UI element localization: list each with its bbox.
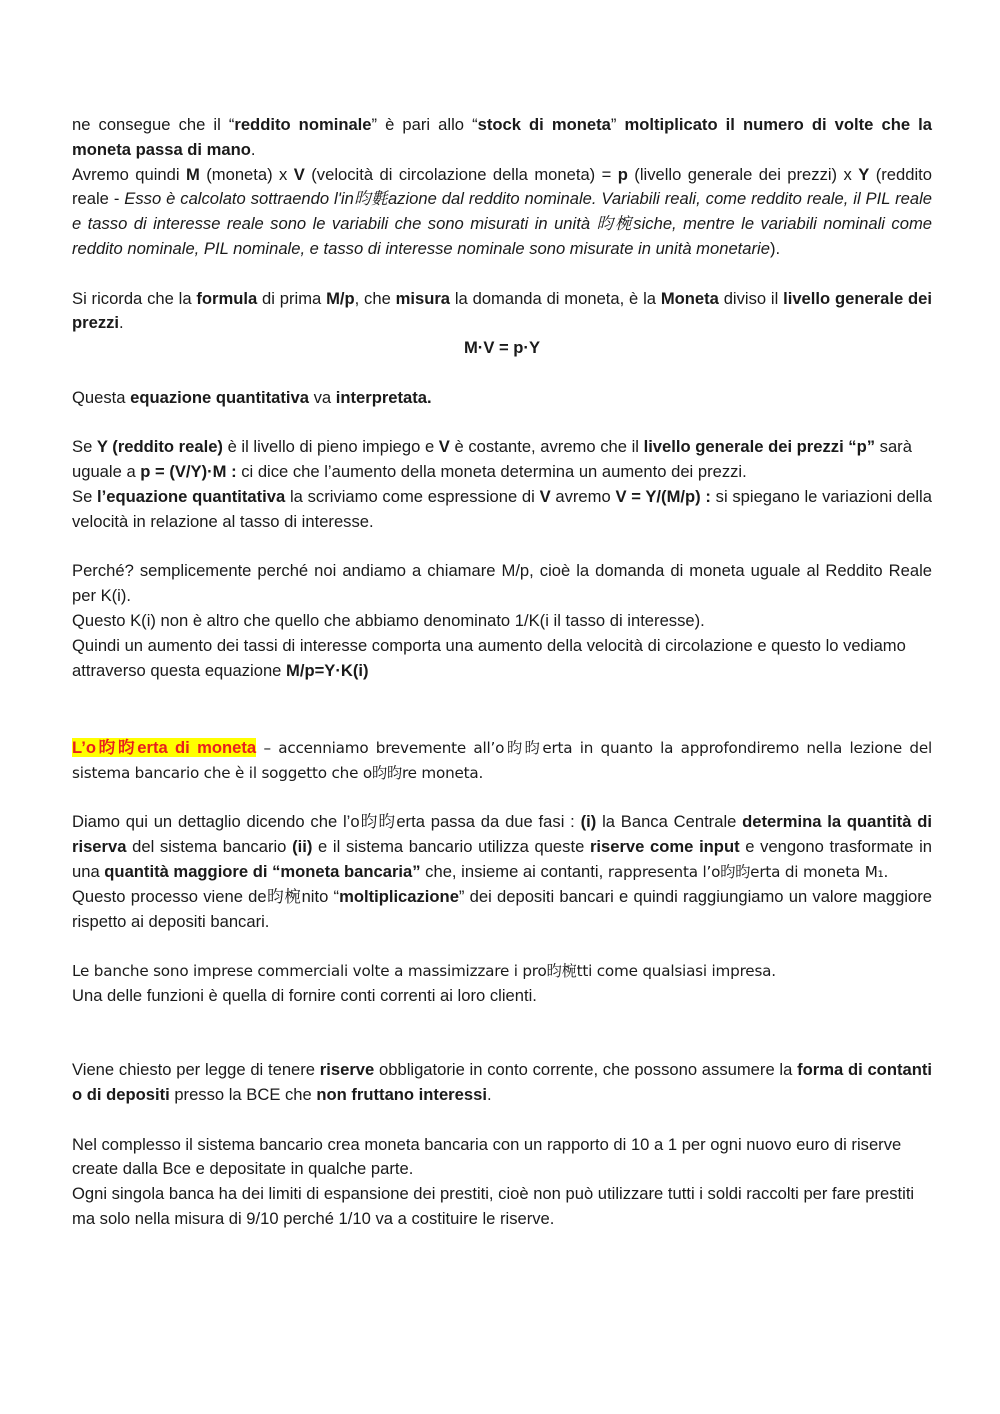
text: .: [486, 1085, 492, 1105]
paragraph-ratio: Nel complesso il sistema bancario crea moneta bancaria con un rapporto di 10 a 1 per ogni nuovo euro di riserve create dalla Bce e depositate in qualche parte.: [72, 1134, 902, 1179]
document-page: [72, 113, 932, 1232]
bold-text: quantità maggiore di “moneta bancaria”: [104, 861, 421, 881]
text: ” dei depositi bancari e quindi raggiungiamo un valore maggiore rispetto ai depositi bancari.: [72, 886, 932, 931]
spacer: [72, 1009, 932, 1059]
bold-text: livello generale dei prezzi: [72, 288, 932, 333]
spacer: [72, 535, 932, 560]
bold-text: M/p: [326, 288, 355, 308]
bold-text: M/p=Y·K(i): [286, 660, 369, 680]
text: sarà uguale a: [72, 437, 912, 482]
paragraph-lending-limits: Ogni singola banca ha dei limiti di espansione dei prestiti, cioè non può utilizzare tutti i soldi raccolti per fare prestiti ma solo nella misura di 9/10 perché 1/10 va a costituire le riserve.: [72, 1184, 915, 1229]
text: Diamo qui un dettaglio dicendo che l’o昀昀erta passa da due fasi :: [72, 812, 581, 832]
paragraph-banks: Le banche sono imprese commerciali volte a massimizzare i pro昀椀tti come qualsiasi impresa.: [72, 962, 776, 981]
paragraph-nominal-income: [72, 113, 932, 163]
text: Se: [72, 486, 98, 506]
text: ci dice che l’aumento della moneta determina un aumento dei prezzi.: [236, 462, 747, 482]
bold-text: livello generale dei prezzi “p”: [643, 437, 876, 457]
paragraph-money-supply: [72, 736, 932, 786]
text: (moneta) x: [199, 164, 294, 184]
text: presso la BCE che: [169, 1085, 317, 1105]
bold-text: M: [186, 164, 200, 184]
spacer: [72, 1108, 932, 1133]
spacer: [72, 411, 932, 436]
text: rappresenta l’o昀昀erta di moneta M₁.: [607, 862, 889, 881]
text: Questa: [72, 387, 131, 407]
text: .: [119, 313, 124, 333]
bold-text: V: [539, 486, 551, 506]
text: di prima: [257, 288, 327, 308]
paragraph-price-level: [72, 435, 932, 485]
paragraph-two-phases: [72, 810, 932, 884]
text: è costante, avremo che il: [449, 437, 644, 457]
paragraph-quantitative-equation: [72, 386, 932, 411]
text: che, insieme ai contanti,: [420, 861, 608, 881]
text: la Banca Centrale: [596, 812, 743, 832]
highlighted-heading: L’o昀昀erta di moneta: [72, 737, 257, 757]
bold-text: Moneta: [660, 288, 719, 308]
text: obbligatorie in conto corrente, che possono assumere la: [374, 1060, 798, 1080]
text: .: [250, 139, 256, 159]
spacer: [72, 361, 932, 386]
text: si spiegano le variazioni della velocità in relazione al tasso di interesse.: [72, 486, 932, 531]
paragraph-equation-explanation: [72, 163, 932, 262]
text: è il livello di pieno impiego e: [222, 437, 439, 457]
paragraph-velocity: [72, 485, 932, 535]
text: la domanda di moneta, è la: [450, 288, 661, 308]
bold-text: Y (reddito reale): [96, 437, 223, 457]
bold-text: equazione quantitativa: [130, 387, 309, 407]
spacer: [72, 786, 932, 811]
bold-text: Y: [858, 164, 870, 184]
bold-text: riserve: [319, 1060, 375, 1080]
text: Se: [72, 437, 97, 457]
text: Si ricorda che la: [72, 288, 197, 308]
paragraph-ki: Questo K(i) non è altro che quello che abbiamo denominato 1/K(i il tasso di interesse).: [72, 610, 705, 630]
paragraph-reserves: [72, 1058, 932, 1108]
spacer: [72, 262, 932, 287]
bold-text: interpretata.: [335, 387, 432, 407]
text: (livello generale dei prezzi) x: [627, 164, 859, 184]
paragraph-multiplication: [72, 885, 932, 935]
text: e vengono trasformate in una: [72, 837, 932, 881]
bold-text: l’equazione quantitativa: [97, 486, 286, 506]
text: ).: [769, 238, 781, 258]
text: (velocità di circolazione della moneta) =: [304, 164, 618, 184]
text: Questo processo viene de昀椀nito “: [72, 886, 340, 906]
text: e il sistema bancario utilizza queste: [312, 837, 590, 857]
text: va: [309, 387, 336, 407]
bold-text: V: [438, 437, 450, 457]
bold-text: misura: [395, 288, 451, 308]
paragraph-why: Perché? semplicemente perché noi andiamo a chiamare M/p, cioè la domanda di moneta uguale al Reddito Reale per K(i).: [72, 561, 932, 606]
bold-text: (ii): [292, 837, 313, 857]
text: (reddito reale -: [72, 164, 932, 209]
bold-text: V: [293, 164, 305, 184]
text: , che: [354, 288, 396, 308]
bold-text: (i): [580, 812, 597, 832]
bold-text: moltiplicato il numero di volte che la moneta passa di mano: [72, 115, 932, 159]
paragraph-formula-reminder: [72, 287, 932, 337]
bold-text: p = (V/Y)·M :: [140, 462, 237, 482]
bold-text: moltiplicazione: [339, 886, 459, 906]
text: la scriviamo come espressione di: [285, 486, 540, 506]
text: Avremo quindi: [72, 164, 186, 184]
spacer: [72, 683, 932, 733]
paragraph-interest-velocity: [72, 634, 932, 684]
text: ” è pari allo “: [371, 115, 478, 134]
bold-text: stock di moneta: [477, 115, 611, 134]
text: Viene chiesto per legge di tenere: [72, 1060, 320, 1080]
text: – accenniamo brevemente all’o昀昀erta in quanto la approfondiremo nella lezione del sistema bancario che è il soggetto che o昀昀re moneta.: [72, 738, 932, 782]
spacer: [72, 934, 932, 959]
italic-text: Esso è calcolato sottraendo l'in昀氀azione dal reddito nominale. Variabili reali, come reddito reale, il PIL reale e tasso di interesse reale sono le variabili che sono misurati in unità 昀椀siche, mentre le variabili nominali come reddito nominale, PIL nominale, e tasso di interesse nominale sono misurate in unità monetarie: [72, 189, 932, 258]
formula-text: M·V = p·Y: [463, 338, 541, 358]
paragraph-bank-functions: Una delle funzioni è quella di fornire conti correnti ai loro clienti.: [72, 985, 537, 1005]
bold-text: formula: [196, 288, 258, 308]
bold-text: forma di contanti o di depositi: [72, 1060, 932, 1105]
bold-text: reddito nominale: [234, 115, 372, 134]
text: diviso il: [718, 288, 784, 308]
text: del sistema bancario: [126, 837, 293, 857]
bold-text: non fruttano interessi: [316, 1085, 487, 1105]
text: ne consegue che il “: [72, 115, 235, 134]
text: avremo: [550, 486, 616, 506]
bold-text: V = Y/(M/p) :: [615, 486, 711, 506]
bold-text: p: [617, 164, 628, 184]
text: ”: [610, 115, 625, 134]
bold-text: determina la quantità di riserva: [72, 812, 932, 857]
text: Quindi un aumento dei tassi di interesse comporta una aumento della velocità di circolazione e questo lo vediamo attraverso questa equazione: [72, 635, 906, 680]
bold-text: riserve come input: [589, 837, 740, 857]
formula-line: [72, 336, 932, 361]
